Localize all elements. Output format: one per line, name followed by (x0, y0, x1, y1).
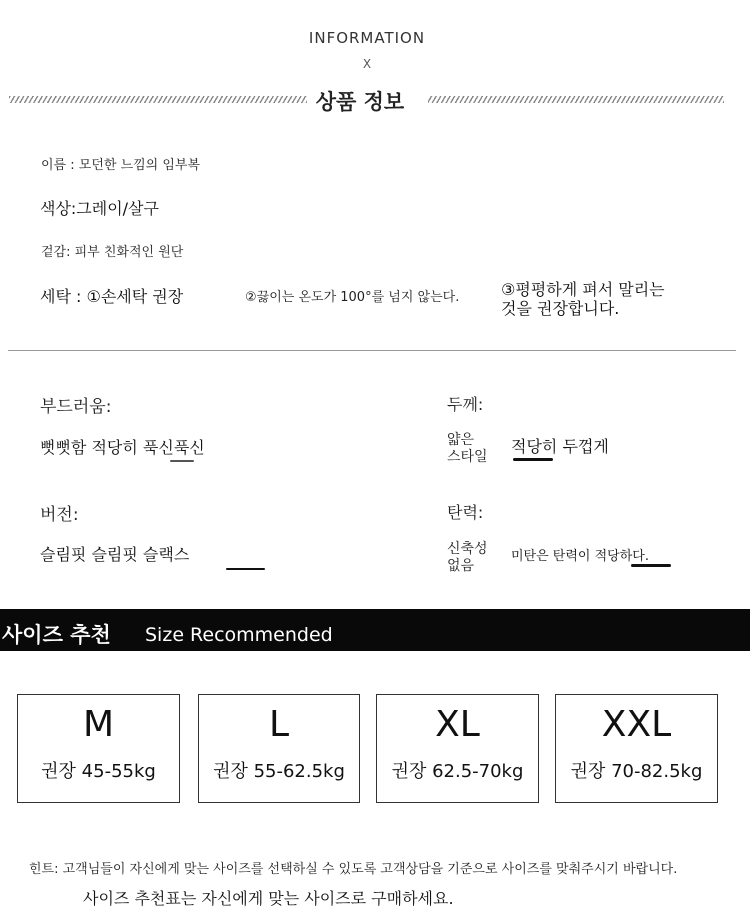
product-name: 이름 : 모던한 느낌의 임부복 (41, 158, 201, 173)
information-heading: INFORMATION (308, 29, 426, 47)
thickness-option (447, 432, 488, 466)
wash-instruction-2: ②끓이는 온도가 100°를 넘지 않는다. (245, 290, 460, 305)
thickness-option-line1: 얇은 (447, 432, 475, 448)
elasticity-option-line1: 신축성 (447, 541, 488, 557)
size-tip: 힌트: 고객님들이 자신에게 맞는 사이즈를 선택하실 수 있도록 고객상담을 기준으로 사이즈를 맞춰주시기 바랍니다. (29, 862, 678, 877)
size-weight-range: 권장 62.5-70kg (391, 761, 524, 782)
thickness-underline (513, 458, 553, 461)
softness-label: 부드러움: (40, 397, 112, 417)
thickness-option-line2: 스타일 (447, 449, 488, 465)
version-value: 슬림핏 슬림핏 슬랙스 (40, 545, 190, 564)
product-outer-fabric: 겉감: 피부 친화적인 원단 (41, 245, 184, 260)
x-mark: X (362, 57, 372, 71)
size-weight-range: 권장 45-55kg (41, 761, 156, 782)
wash-instruction-3-line1: ③평평하게 펴서 말리는 (501, 280, 665, 299)
softness-value: 뻣뻣함 적당히 푹신푹신 (40, 438, 205, 457)
elasticity-label: 탄력: (447, 503, 484, 522)
section-divider (8, 350, 736, 351)
size-card-xxl (555, 694, 718, 803)
elasticity-underline (631, 564, 671, 567)
wash-instruction-3-line2: 것을 권장합니다. (501, 299, 620, 318)
size-label: XL (435, 704, 480, 745)
size-recommend-banner (0, 609, 750, 651)
elasticity-option (447, 541, 488, 575)
size-card-xl (376, 694, 539, 803)
elasticity-value: 미탄은 탄력이 적당하다. (511, 549, 649, 564)
size-weight-range: 권장 55-62.5kg (213, 761, 345, 782)
size-card-m (17, 694, 180, 803)
size-recommend-title-ko: 사이즈 추천 (2, 623, 111, 647)
section-title: 상품 정보 (315, 90, 405, 114)
size-label: M (82, 704, 115, 745)
size-label: L (268, 704, 290, 745)
size-card-l (198, 694, 360, 803)
thickness-label: 두께: (447, 395, 484, 414)
size-label: XXL (601, 704, 672, 745)
hatch-divider-right (428, 96, 724, 103)
elasticity-option-line2: 없음 (447, 558, 475, 574)
product-color: 색상:그레이/살구 (40, 199, 159, 218)
wash-instruction-3 (501, 280, 665, 318)
thickness-value: 적당히 두껍게 (511, 437, 609, 456)
version-label: 버전: (40, 505, 79, 525)
version-underline (226, 568, 265, 570)
softness-underline (170, 460, 194, 462)
size-recommend-title-en: Size Recommended (145, 624, 333, 646)
size-weight-range: 권장 70-82.5kg (570, 761, 703, 782)
wash-instruction-1: 세탁 : ①손세탁 권장 (40, 287, 184, 306)
size-note: 사이즈 추천표는 자신에게 맞는 사이즈로 구매하세요. (83, 889, 454, 908)
